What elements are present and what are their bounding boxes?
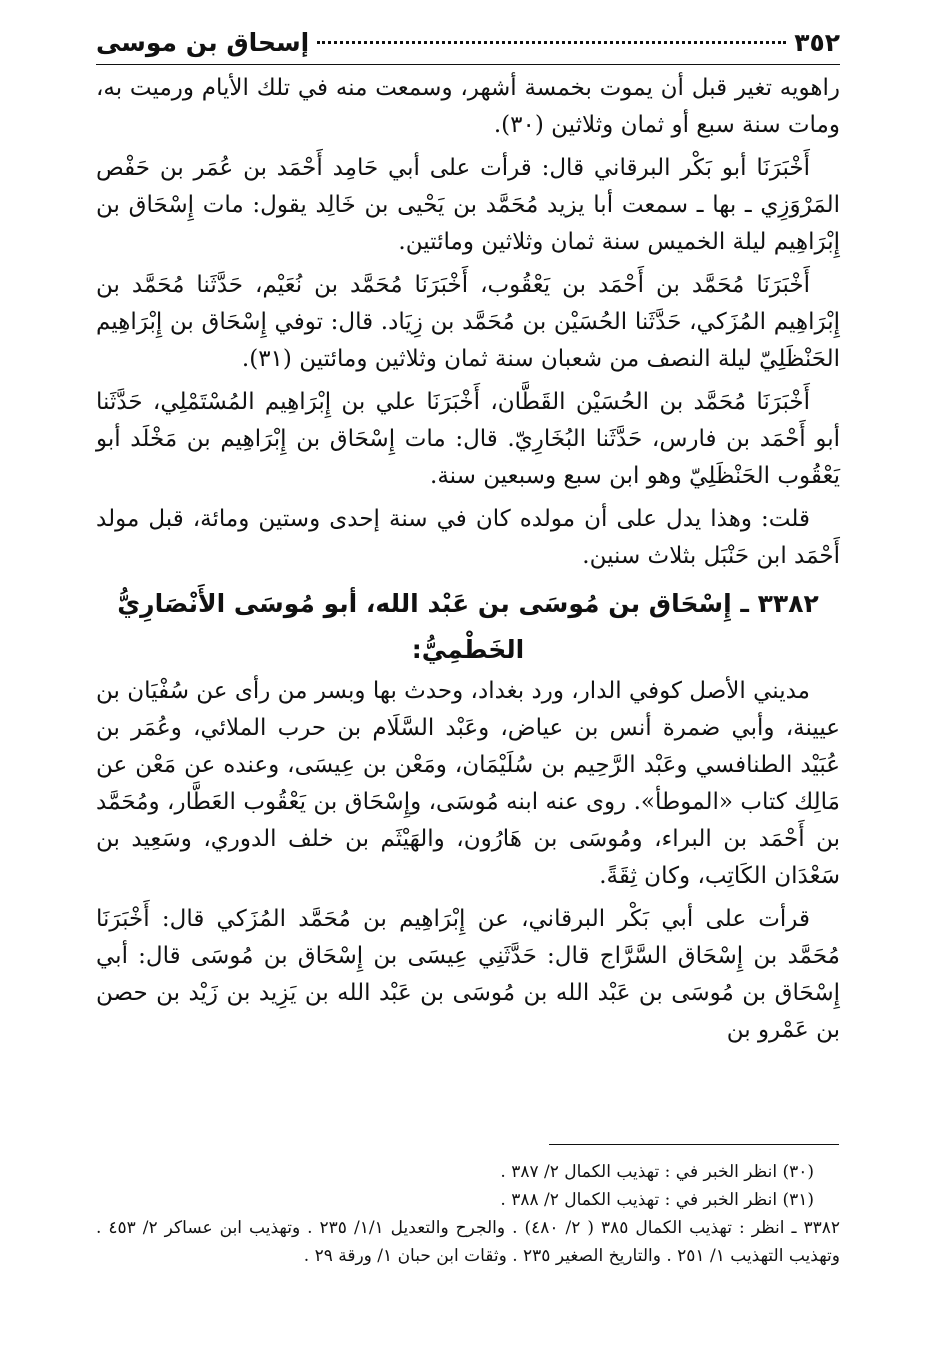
entry-paragraph: مديني الأصل كوفي الدار، ورد بغداد، وحدث بها وبسر من رأى عن سُفْيَان بن عيينة، وأبي ضمرة أنس بن عياض، وعَبْد السَّلَام بن حرب الملائي، وعُمَر بن عُبَيْد الطنافسي وعَبْد الرَّحِيم بن سُلَيْمَان، ومَعْن بن عِيسَى، وعنده عن مَعْن عن مَالِك كتاب «الموطأ». روى عنه ابنه مُوسَى، وإِسْحَاق بن يَعْقُوب العَطَّار، ومُحَمَّد بن أَحْمَد بن البراء، ومُوسَى بن هَارُون، والهَيْثَم بن خلف الدوري، وسَعِيد بن سَعْدَان الكَاتِب، وكان ثِقَةً.	[96, 678, 840, 889]
paragraph: أَخْبَرَنَا مُحَمَّد بن أَحْمَد بن يَعْقُوب، أَخْبَرَنَا مُحَمَّد بن نُعَيْم، حَدَّثَنا مُحَمَّد بن إِبْرَاهِيم المُزَكي، حَدَّثَنا الحُسَيْن بن مُحَمَّد بن زِيَاد. قال: توفي إِسْحَاق بن إِبْرَاهِيم الحَنْظَلِيّ ليلة النصف من شعبان سنة ثمان وثلاثين ومائتين (٣١).	[96, 272, 840, 372]
page-header	[96, 28, 840, 57]
footnote-divider	[549, 1144, 839, 1145]
header-divider	[96, 64, 840, 65]
paragraph: أَخْبَرَنَا مُحَمَّد بن الحُسَيْن القَطَّان، أَخْبَرَنَا علي بن إِبْرَاهِيم المُسْتَمْلِي، حَدَّثَنا أبو أَحْمَد بن فارس، حَدَّثَنا البُخَارِيّ. قال: مات إِسْحَاق بن إِبْرَاهِيم بن مَخْلَد أبو يَعْقُوب الحَنْظَلِيّ وهو ابن سبع وسبعين سنة.	[96, 389, 840, 489]
footnote-sources: ٣٣٨٢ ـ انظر : تهذيب الكمال ٣٨٥ ( ٢/ ٤٨٠) . والجرح والتعديل ١/١/ ٢٣٥ . وتهذيب ابن عساكر ٢/ ٤٥٣ . وتهذيب التهذيب ١/ ٢٥١ . والتاريخ الصغير ٢٣٥ . وثقات ابن حبان ١/ ورقة ٢٩ .	[96, 1218, 840, 1266]
page-number: ٣٥٢	[794, 28, 840, 57]
entry-heading: ٣٣٨٢ ـ إِسْحَاق بن مُوسَى بن عَبْد الله، أبو مُوسَى الأَنْصَارِيُّ الخَطْمِيُّ:	[117, 589, 819, 664]
entry-paragraph: قرأت على أبي بَكْر البرقاني، عن إِبْرَاهِيم بن مُحَمَّد المُزَكي قال: أَخْبَرَنَا مُحَمَّد بن إِسْحَاق السَّرَّاج قال: حَدَّثَنِي عِيسَى بن إِسْحَاق بن مُوسَى قال: أبي إِسْحَاق بن مُوسَى بن عَبْد الله بن مُوسَى بن عَبْد الله بن يَزِيد بن زَيْد بن حصن بن عَمْرو بن	[96, 906, 840, 1043]
header-dot-leader	[317, 41, 786, 44]
footnotes	[96, 1158, 840, 1270]
paragraph: قلت: وهذا يدل على أن مولده كان في سنة إحدى وستين ومائة، قبل مولد أَحْمَد ابن حَنْبَل بثلاث سنين.	[96, 506, 840, 569]
paragraph: أَخْبَرَنَا أبو بَكْر البرقاني قال: قرأت على أبي حَامِد أَحْمَد بن عُمَر بن حَفْص المَرْوَزِي ـ بها ـ سمعت أبا يزيد مُحَمَّد بن يَحْيى بن خَالِد يقول: مات إِسْحَاق بن إِبْرَاهِيم ليلة الخميس سنة ثمان وثلاثين ومائتين.	[96, 155, 840, 255]
paragraph: راهويه تغير قبل أن يموت بخمسة أشهر، وسمعت منه في تلك الأيام ورميت به، ومات سنة سبع أو ثمان وثلاثين (٣٠).	[96, 75, 840, 138]
footnote: (٣٠) انظر الخبر في : تهذيب الكمال ٢/ ٣٨٧ .	[500, 1162, 814, 1182]
running-title: إسحاق بن موسى	[96, 28, 310, 57]
main-text	[96, 70, 840, 1055]
footnote: (٣١) انظر الخبر في : تهذيب الكمال ٢/ ٣٨٨ .	[500, 1190, 814, 1210]
